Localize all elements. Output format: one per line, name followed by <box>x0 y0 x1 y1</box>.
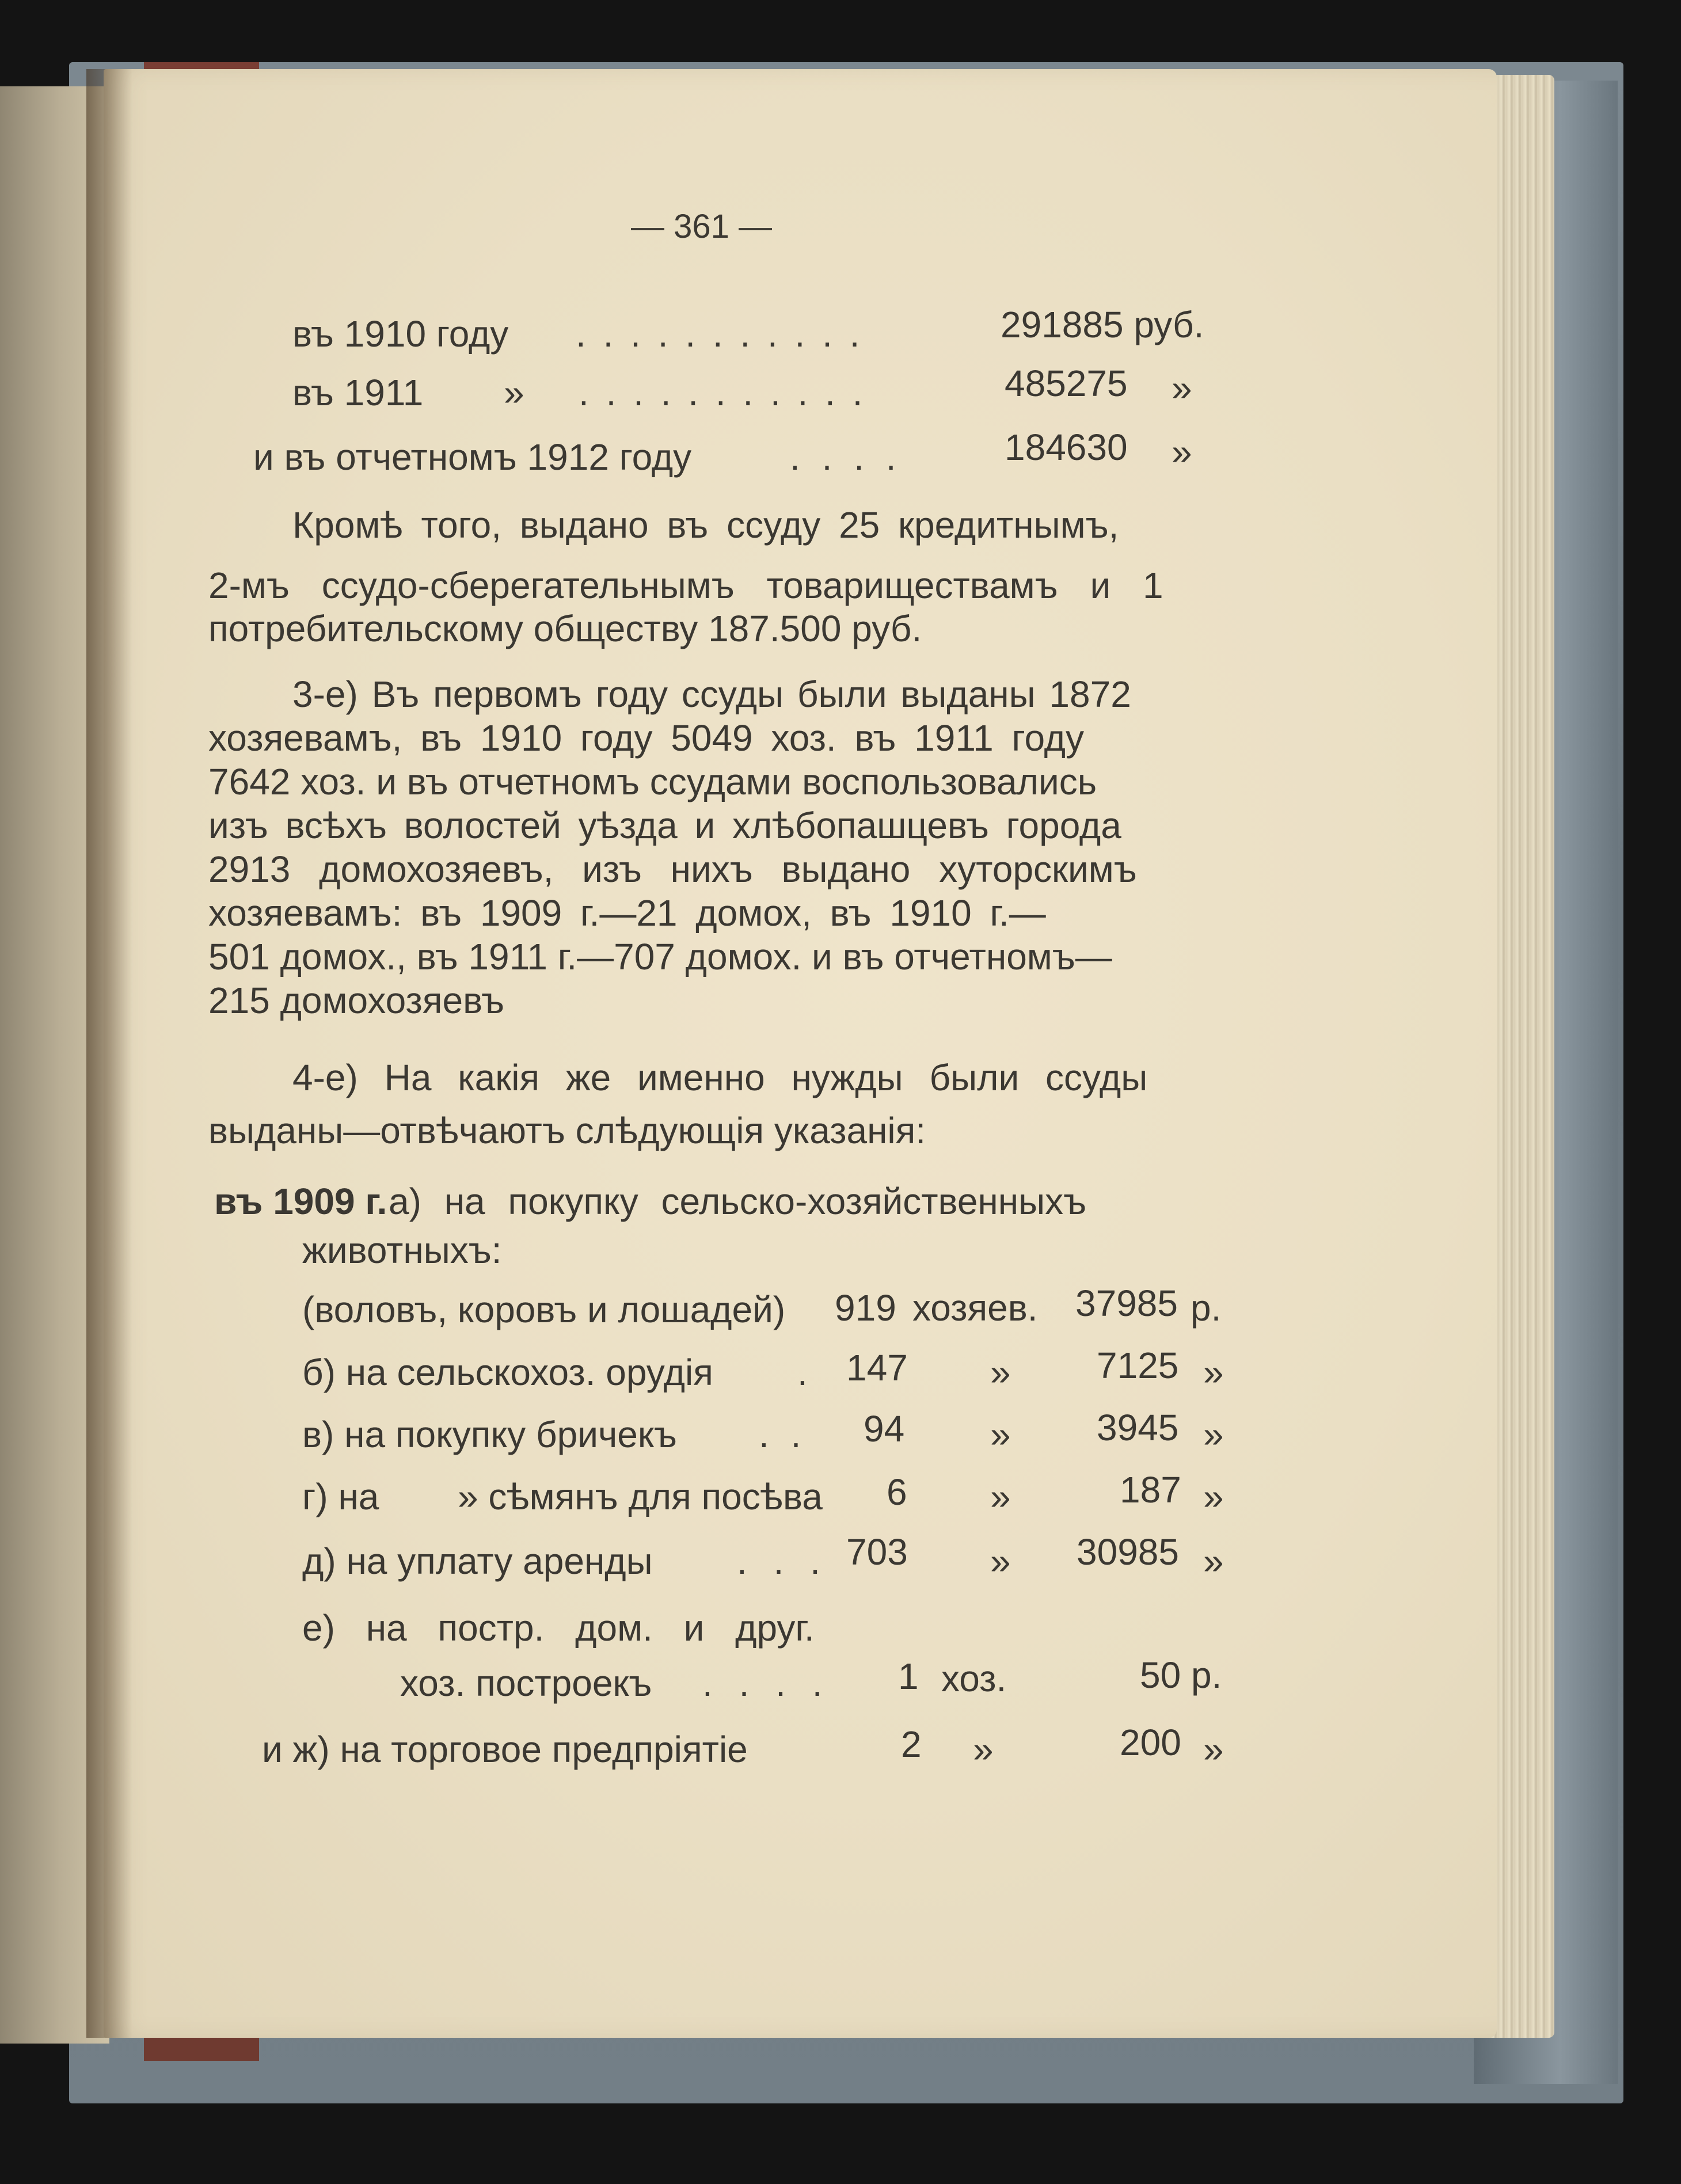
text-line: 501 домох., въ 1911 г.—707 домох. и въ отчетномъ— <box>208 936 1112 977</box>
text-line: 2-мъ ссудо-сберегательнымъ товариществамъ и 1 <box>208 565 1163 606</box>
leader-dots: . . . . <box>790 436 902 478</box>
expense-label: е) на постр. дом. и друг. <box>302 1607 815 1649</box>
leader-dots: . . <box>759 1414 807 1455</box>
leader-dots: . . . . . . . . . . . <box>576 313 864 355</box>
expense-label: в) на покупку бричекъ <box>302 1414 677 1455</box>
expense-label-continued: хоз. построекъ <box>400 1662 652 1704</box>
leader-dots: . . . <box>737 1540 828 1582</box>
expense-count: 147 <box>846 1347 908 1388</box>
text-line: а) на покупку сельско-хозяйственныхъ <box>389 1181 1087 1222</box>
expense-count: 919 <box>835 1287 896 1329</box>
text-line: 2913 домохозяевъ, изъ нихъ выдано хуторскимъ <box>208 849 1137 890</box>
text-line: потребительскому обществу 187.500 руб. <box>208 608 922 649</box>
expense-amount-unit: » <box>1203 1540 1224 1582</box>
expense-amount-unit: » <box>1203 1476 1224 1517</box>
ditto-mark: » <box>504 372 524 413</box>
text-line: 3-е) Въ первомъ году ссуды были выданы 1872 <box>292 674 1131 715</box>
text-line: изъ всѣхъ волостей уѣзда и хлѣбопашцевъ города <box>208 805 1121 846</box>
text-line: Кромѣ того, выдано въ ссуду 25 кредитнымъ, <box>292 504 1119 546</box>
page-number: — 361 — <box>631 208 772 245</box>
loan-label: въ 1910 году <box>292 313 509 355</box>
loan-amount: 291885 руб. <box>1001 304 1204 345</box>
expense-unit: » <box>973 1729 994 1770</box>
expense-amount-unit: » <box>1203 1729 1224 1770</box>
leader-dots: . . . . . . . . . . . <box>579 372 866 413</box>
expense-amount-unit: » <box>1203 1414 1224 1455</box>
expense-unit: » <box>990 1414 1011 1455</box>
year-label: въ 1909 г. <box>214 1181 387 1222</box>
ditto-mark: » <box>1172 367 1192 409</box>
expense-amount: 187 <box>1120 1469 1181 1510</box>
expense-unit: хоз. <box>941 1658 1007 1699</box>
leader-dots: . <box>797 1352 808 1393</box>
expense-amount: 50 р. <box>1140 1654 1222 1696</box>
loan-amount: 184630 <box>1005 427 1128 468</box>
text-line: животныхъ: <box>302 1230 502 1271</box>
expense-amount-unit: » <box>1203 1352 1224 1393</box>
expense-label: г) на <box>302 1476 379 1517</box>
expense-unit: » <box>990 1352 1011 1393</box>
expense-unit: » <box>990 1476 1011 1517</box>
text-line: 215 домохозяевъ <box>208 980 504 1021</box>
expense-amount: 3945 <box>1097 1407 1179 1448</box>
expense-label: и ж) на торговое предпріятіе <box>262 1729 748 1770</box>
expense-unit: хозяев. <box>912 1287 1038 1329</box>
text-line: выданы—отвѣчаютъ слѣдующія указанія: <box>208 1110 926 1151</box>
loan-label: въ 1911 <box>292 372 424 413</box>
expense-amount: 7125 <box>1097 1345 1179 1386</box>
expense-amount: 37985 <box>1075 1283 1178 1324</box>
expense-count: 94 <box>864 1408 905 1449</box>
expense-count: 2 <box>901 1723 922 1765</box>
expense-count: 703 <box>846 1531 908 1573</box>
leader-dots: . . . . <box>702 1662 831 1704</box>
ditto-mark: » <box>1172 431 1192 473</box>
expense-count: 6 <box>887 1471 907 1513</box>
expense-label: д) на уплату аренды <box>302 1540 653 1582</box>
expense-unit: » <box>990 1540 1011 1582</box>
expense-amount: 200 <box>1120 1722 1181 1763</box>
text-line: хозяевамъ: въ 1909 г.—21 домох, въ 1910 г.— <box>208 892 1046 934</box>
expense-label: (воловъ, коровъ и лошадей) <box>302 1289 786 1330</box>
expense-count: 1 <box>898 1656 919 1697</box>
loan-label: и въ отчетномъ 1912 году <box>253 436 692 478</box>
expense-amount-unit: р. <box>1191 1287 1222 1329</box>
expense-label: б) на сельскохоз. орудія <box>302 1352 713 1393</box>
expense-label-continued: » сѣмянъ для посѣва <box>458 1476 823 1517</box>
expense-amount: 30985 <box>1077 1531 1179 1573</box>
text-line: хозяевамъ, въ 1910 году 5049 хоз. въ 1911 году <box>208 717 1084 759</box>
text-line: 4-е) На какія же именно нужды были ссуды <box>292 1057 1148 1098</box>
page-gutter-shadow <box>86 69 132 2038</box>
loan-amount: 485275 <box>1005 363 1128 404</box>
text-line: 7642 хоз. и въ отчетномъ ссудами воспользовались <box>208 761 1097 802</box>
